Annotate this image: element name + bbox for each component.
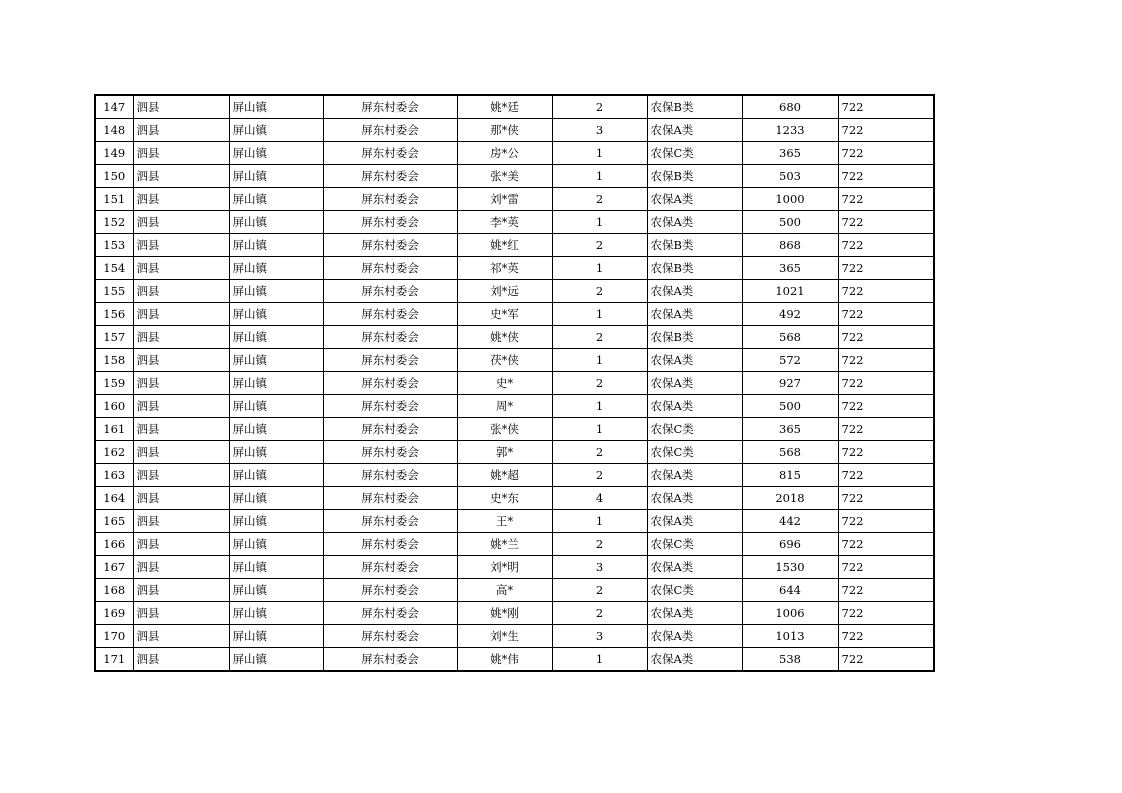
cell-county: 泗县 (133, 556, 229, 579)
cell-name: 姚*侠 (457, 326, 552, 349)
cell-insurance-category: 农保A类 (647, 510, 742, 533)
cell-insurance-category: 农保A类 (647, 648, 742, 672)
cell-row-number: 159 (95, 372, 133, 395)
cell-name: 刘*远 (457, 280, 552, 303)
cell-amount: 644 (742, 579, 838, 602)
cell-name: 姚*伟 (457, 648, 552, 672)
cell-code: 722 (838, 556, 934, 579)
cell-insurance-category: 农保A类 (647, 464, 742, 487)
table-row (95, 625, 934, 648)
cell-name: 张*侠 (457, 418, 552, 441)
cell-insurance-category: 农保A类 (647, 211, 742, 234)
cell-amount: 1006 (742, 602, 838, 625)
cell-amount: 1233 (742, 119, 838, 142)
cell-village-committee: 屏东村委会 (323, 211, 457, 234)
cell-town: 屏山镇 (229, 211, 323, 234)
cell-household-size: 1 (552, 211, 647, 234)
cell-household-size: 2 (552, 280, 647, 303)
cell-amount: 680 (742, 95, 838, 119)
cell-row-number: 154 (95, 257, 133, 280)
cell-amount: 1530 (742, 556, 838, 579)
cell-name: 史*东 (457, 487, 552, 510)
cell-row-number: 157 (95, 326, 133, 349)
cell-village-committee: 屏东村委会 (323, 188, 457, 211)
cell-code: 722 (838, 648, 934, 672)
cell-county: 泗县 (133, 579, 229, 602)
table-row (95, 211, 934, 234)
cell-insurance-category: 农保B类 (647, 326, 742, 349)
cell-household-size: 3 (552, 119, 647, 142)
cell-village-committee: 屏东村委会 (323, 142, 457, 165)
cell-amount: 503 (742, 165, 838, 188)
cell-name: 史*军 (457, 303, 552, 326)
table-body (95, 95, 934, 671)
cell-town: 屏山镇 (229, 395, 323, 418)
cell-county: 泗县 (133, 211, 229, 234)
cell-town: 屏山镇 (229, 510, 323, 533)
cell-town: 屏山镇 (229, 533, 323, 556)
table-row (95, 95, 934, 119)
data-table (94, 94, 935, 672)
cell-name: 周* (457, 395, 552, 418)
table-row (95, 418, 934, 441)
cell-village-committee: 屏东村委会 (323, 510, 457, 533)
cell-village-committee: 屏东村委会 (323, 533, 457, 556)
cell-amount: 1021 (742, 280, 838, 303)
cell-insurance-category: 农保B类 (647, 257, 742, 280)
cell-name: 茯*侠 (457, 349, 552, 372)
cell-household-size: 1 (552, 303, 647, 326)
cell-row-number: 166 (95, 533, 133, 556)
cell-row-number: 147 (95, 95, 133, 119)
cell-insurance-category: 农保A类 (647, 372, 742, 395)
table-row (95, 372, 934, 395)
cell-amount: 365 (742, 142, 838, 165)
cell-name: 姚*刚 (457, 602, 552, 625)
cell-insurance-category: 农保A类 (647, 602, 742, 625)
cell-household-size: 2 (552, 579, 647, 602)
cell-county: 泗县 (133, 533, 229, 556)
cell-town: 屏山镇 (229, 602, 323, 625)
cell-insurance-category: 农保A类 (647, 395, 742, 418)
cell-county: 泗县 (133, 349, 229, 372)
cell-household-size: 2 (552, 441, 647, 464)
cell-household-size: 2 (552, 234, 647, 257)
cell-insurance-category: 农保C类 (647, 418, 742, 441)
table-row (95, 280, 934, 303)
cell-code: 722 (838, 211, 934, 234)
cell-code: 722 (838, 602, 934, 625)
cell-county: 泗县 (133, 303, 229, 326)
cell-village-committee: 屏东村委会 (323, 441, 457, 464)
cell-village-committee: 屏东村委会 (323, 119, 457, 142)
cell-county: 泗县 (133, 395, 229, 418)
cell-county: 泗县 (133, 625, 229, 648)
cell-row-number: 167 (95, 556, 133, 579)
cell-household-size: 1 (552, 510, 647, 533)
cell-village-committee: 屏东村委会 (323, 165, 457, 188)
cell-insurance-category: 农保A类 (647, 303, 742, 326)
cell-county: 泗县 (133, 165, 229, 188)
cell-insurance-category: 农保A类 (647, 188, 742, 211)
cell-code: 722 (838, 395, 934, 418)
cell-amount: 365 (742, 418, 838, 441)
cell-row-number: 155 (95, 280, 133, 303)
cell-code: 722 (838, 510, 934, 533)
cell-insurance-category: 农保A类 (647, 487, 742, 510)
cell-code: 722 (838, 464, 934, 487)
cell-amount: 568 (742, 326, 838, 349)
cell-row-number: 152 (95, 211, 133, 234)
cell-code: 722 (838, 326, 934, 349)
cell-town: 屏山镇 (229, 372, 323, 395)
cell-county: 泗县 (133, 602, 229, 625)
cell-village-committee: 屏东村委会 (323, 487, 457, 510)
cell-village-committee: 屏东村委会 (323, 464, 457, 487)
cell-insurance-category: 农保C类 (647, 579, 742, 602)
cell-row-number: 153 (95, 234, 133, 257)
cell-county: 泗县 (133, 257, 229, 280)
cell-household-size: 1 (552, 349, 647, 372)
cell-name: 张*美 (457, 165, 552, 188)
cell-household-size: 2 (552, 464, 647, 487)
cell-row-number: 161 (95, 418, 133, 441)
table-row (95, 257, 934, 280)
cell-amount: 500 (742, 395, 838, 418)
cell-county: 泗县 (133, 142, 229, 165)
cell-county: 泗县 (133, 372, 229, 395)
cell-name: 王* (457, 510, 552, 533)
cell-name: 祁*英 (457, 257, 552, 280)
cell-town: 屏山镇 (229, 234, 323, 257)
cell-row-number: 165 (95, 510, 133, 533)
cell-insurance-category: 农保A类 (647, 119, 742, 142)
cell-row-number: 168 (95, 579, 133, 602)
cell-town: 屏山镇 (229, 188, 323, 211)
table-row (95, 533, 934, 556)
table-row (95, 487, 934, 510)
cell-village-committee: 屏东村委会 (323, 602, 457, 625)
cell-household-size: 1 (552, 257, 647, 280)
cell-insurance-category: 农保C类 (647, 142, 742, 165)
cell-code: 722 (838, 165, 934, 188)
cell-town: 屏山镇 (229, 487, 323, 510)
table-row (95, 464, 934, 487)
cell-village-committee: 屏东村委会 (323, 280, 457, 303)
cell-county: 泗县 (133, 280, 229, 303)
cell-amount: 492 (742, 303, 838, 326)
cell-row-number: 164 (95, 487, 133, 510)
table-row (95, 602, 934, 625)
cell-county: 泗县 (133, 464, 229, 487)
table-row (95, 165, 934, 188)
cell-row-number: 163 (95, 464, 133, 487)
table-row (95, 234, 934, 257)
cell-town: 屏山镇 (229, 165, 323, 188)
cell-amount: 365 (742, 257, 838, 280)
table-row (95, 303, 934, 326)
cell-town: 屏山镇 (229, 280, 323, 303)
cell-household-size: 1 (552, 395, 647, 418)
cell-insurance-category: 农保B类 (647, 234, 742, 257)
cell-code: 722 (838, 119, 934, 142)
cell-household-size: 3 (552, 556, 647, 579)
table-row (95, 441, 934, 464)
cell-village-committee: 屏东村委会 (323, 395, 457, 418)
cell-county: 泗县 (133, 119, 229, 142)
cell-amount: 568 (742, 441, 838, 464)
cell-name: 姚*超 (457, 464, 552, 487)
table-row (95, 326, 934, 349)
cell-village-committee: 屏东村委会 (323, 95, 457, 119)
cell-insurance-category: 农保A类 (647, 280, 742, 303)
cell-code: 722 (838, 142, 934, 165)
cell-code: 722 (838, 303, 934, 326)
cell-village-committee: 屏东村委会 (323, 234, 457, 257)
cell-household-size: 2 (552, 326, 647, 349)
cell-row-number: 156 (95, 303, 133, 326)
cell-code: 722 (838, 188, 934, 211)
cell-name: 姚*兰 (457, 533, 552, 556)
table-row (95, 119, 934, 142)
cell-town: 屏山镇 (229, 464, 323, 487)
cell-insurance-category: 农保C类 (647, 533, 742, 556)
cell-row-number: 148 (95, 119, 133, 142)
cell-name: 姚*红 (457, 234, 552, 257)
cell-household-size: 4 (552, 487, 647, 510)
cell-code: 722 (838, 372, 934, 395)
cell-amount: 442 (742, 510, 838, 533)
cell-row-number: 171 (95, 648, 133, 672)
cell-town: 屏山镇 (229, 303, 323, 326)
cell-county: 泗县 (133, 487, 229, 510)
table-row (95, 349, 934, 372)
cell-village-committee: 屏东村委会 (323, 303, 457, 326)
cell-town: 屏山镇 (229, 326, 323, 349)
cell-household-size: 3 (552, 625, 647, 648)
cell-code: 722 (838, 579, 934, 602)
cell-household-size: 2 (552, 188, 647, 211)
cell-county: 泗县 (133, 234, 229, 257)
cell-name: 刘*明 (457, 556, 552, 579)
cell-row-number: 169 (95, 602, 133, 625)
cell-amount: 1000 (742, 188, 838, 211)
cell-insurance-category: 农保A类 (647, 625, 742, 648)
cell-town: 屏山镇 (229, 579, 323, 602)
cell-town: 屏山镇 (229, 556, 323, 579)
cell-village-committee: 屏东村委会 (323, 625, 457, 648)
cell-name: 刘*雷 (457, 188, 552, 211)
table-row (95, 188, 934, 211)
cell-name: 姚*廷 (457, 95, 552, 119)
cell-name: 高* (457, 579, 552, 602)
cell-county: 泗县 (133, 95, 229, 119)
cell-insurance-category: 农保A类 (647, 556, 742, 579)
cell-village-committee: 屏东村委会 (323, 648, 457, 672)
cell-row-number: 160 (95, 395, 133, 418)
cell-village-committee: 屏东村委会 (323, 372, 457, 395)
cell-village-committee: 屏东村委会 (323, 326, 457, 349)
cell-amount: 2018 (742, 487, 838, 510)
cell-town: 屏山镇 (229, 95, 323, 119)
cell-row-number: 158 (95, 349, 133, 372)
cell-town: 屏山镇 (229, 257, 323, 280)
cell-county: 泗县 (133, 510, 229, 533)
cell-row-number: 170 (95, 625, 133, 648)
cell-county: 泗县 (133, 326, 229, 349)
cell-code: 722 (838, 533, 934, 556)
cell-county: 泗县 (133, 441, 229, 464)
cell-insurance-category: 农保A类 (647, 349, 742, 372)
cell-code: 722 (838, 487, 934, 510)
cell-household-size: 1 (552, 418, 647, 441)
cell-code: 722 (838, 349, 934, 372)
cell-insurance-category: 农保B类 (647, 165, 742, 188)
cell-name: 史* (457, 372, 552, 395)
cell-row-number: 149 (95, 142, 133, 165)
cell-amount: 815 (742, 464, 838, 487)
cell-code: 722 (838, 441, 934, 464)
cell-insurance-category: 农保C类 (647, 441, 742, 464)
cell-household-size: 2 (552, 533, 647, 556)
cell-household-size: 2 (552, 95, 647, 119)
cell-town: 屏山镇 (229, 349, 323, 372)
cell-code: 722 (838, 95, 934, 119)
cell-code: 722 (838, 280, 934, 303)
cell-county: 泗县 (133, 418, 229, 441)
table-row (95, 648, 934, 672)
cell-town: 屏山镇 (229, 625, 323, 648)
cell-household-size: 2 (552, 372, 647, 395)
cell-amount: 868 (742, 234, 838, 257)
cell-row-number: 162 (95, 441, 133, 464)
cell-name: 刘*生 (457, 625, 552, 648)
cell-town: 屏山镇 (229, 418, 323, 441)
cell-village-committee: 屏东村委会 (323, 556, 457, 579)
cell-village-committee: 屏东村委会 (323, 257, 457, 280)
cell-code: 722 (838, 257, 934, 280)
cell-village-committee: 屏东村委会 (323, 579, 457, 602)
cell-amount: 538 (742, 648, 838, 672)
cell-name: 房*公 (457, 142, 552, 165)
cell-code: 722 (838, 418, 934, 441)
cell-amount: 696 (742, 533, 838, 556)
table-row (95, 556, 934, 579)
cell-amount: 1013 (742, 625, 838, 648)
cell-name: 郭* (457, 441, 552, 464)
cell-village-committee: 屏东村委会 (323, 418, 457, 441)
cell-amount: 500 (742, 211, 838, 234)
cell-household-size: 2 (552, 602, 647, 625)
cell-town: 屏山镇 (229, 142, 323, 165)
table-row (95, 510, 934, 533)
table-row (95, 579, 934, 602)
cell-town: 屏山镇 (229, 648, 323, 672)
cell-name: 李*英 (457, 211, 552, 234)
cell-insurance-category: 农保B类 (647, 95, 742, 119)
cell-household-size: 1 (552, 142, 647, 165)
cell-row-number: 151 (95, 188, 133, 211)
table-row (95, 395, 934, 418)
cell-county: 泗县 (133, 648, 229, 672)
cell-amount: 927 (742, 372, 838, 395)
cell-village-committee: 屏东村委会 (323, 349, 457, 372)
table-row (95, 142, 934, 165)
cell-amount: 572 (742, 349, 838, 372)
cell-name: 那*侠 (457, 119, 552, 142)
cell-row-number: 150 (95, 165, 133, 188)
cell-county: 泗县 (133, 188, 229, 211)
cell-household-size: 1 (552, 165, 647, 188)
cell-town: 屏山镇 (229, 441, 323, 464)
cell-code: 722 (838, 234, 934, 257)
cell-town: 屏山镇 (229, 119, 323, 142)
cell-household-size: 1 (552, 648, 647, 672)
cell-code: 722 (838, 625, 934, 648)
